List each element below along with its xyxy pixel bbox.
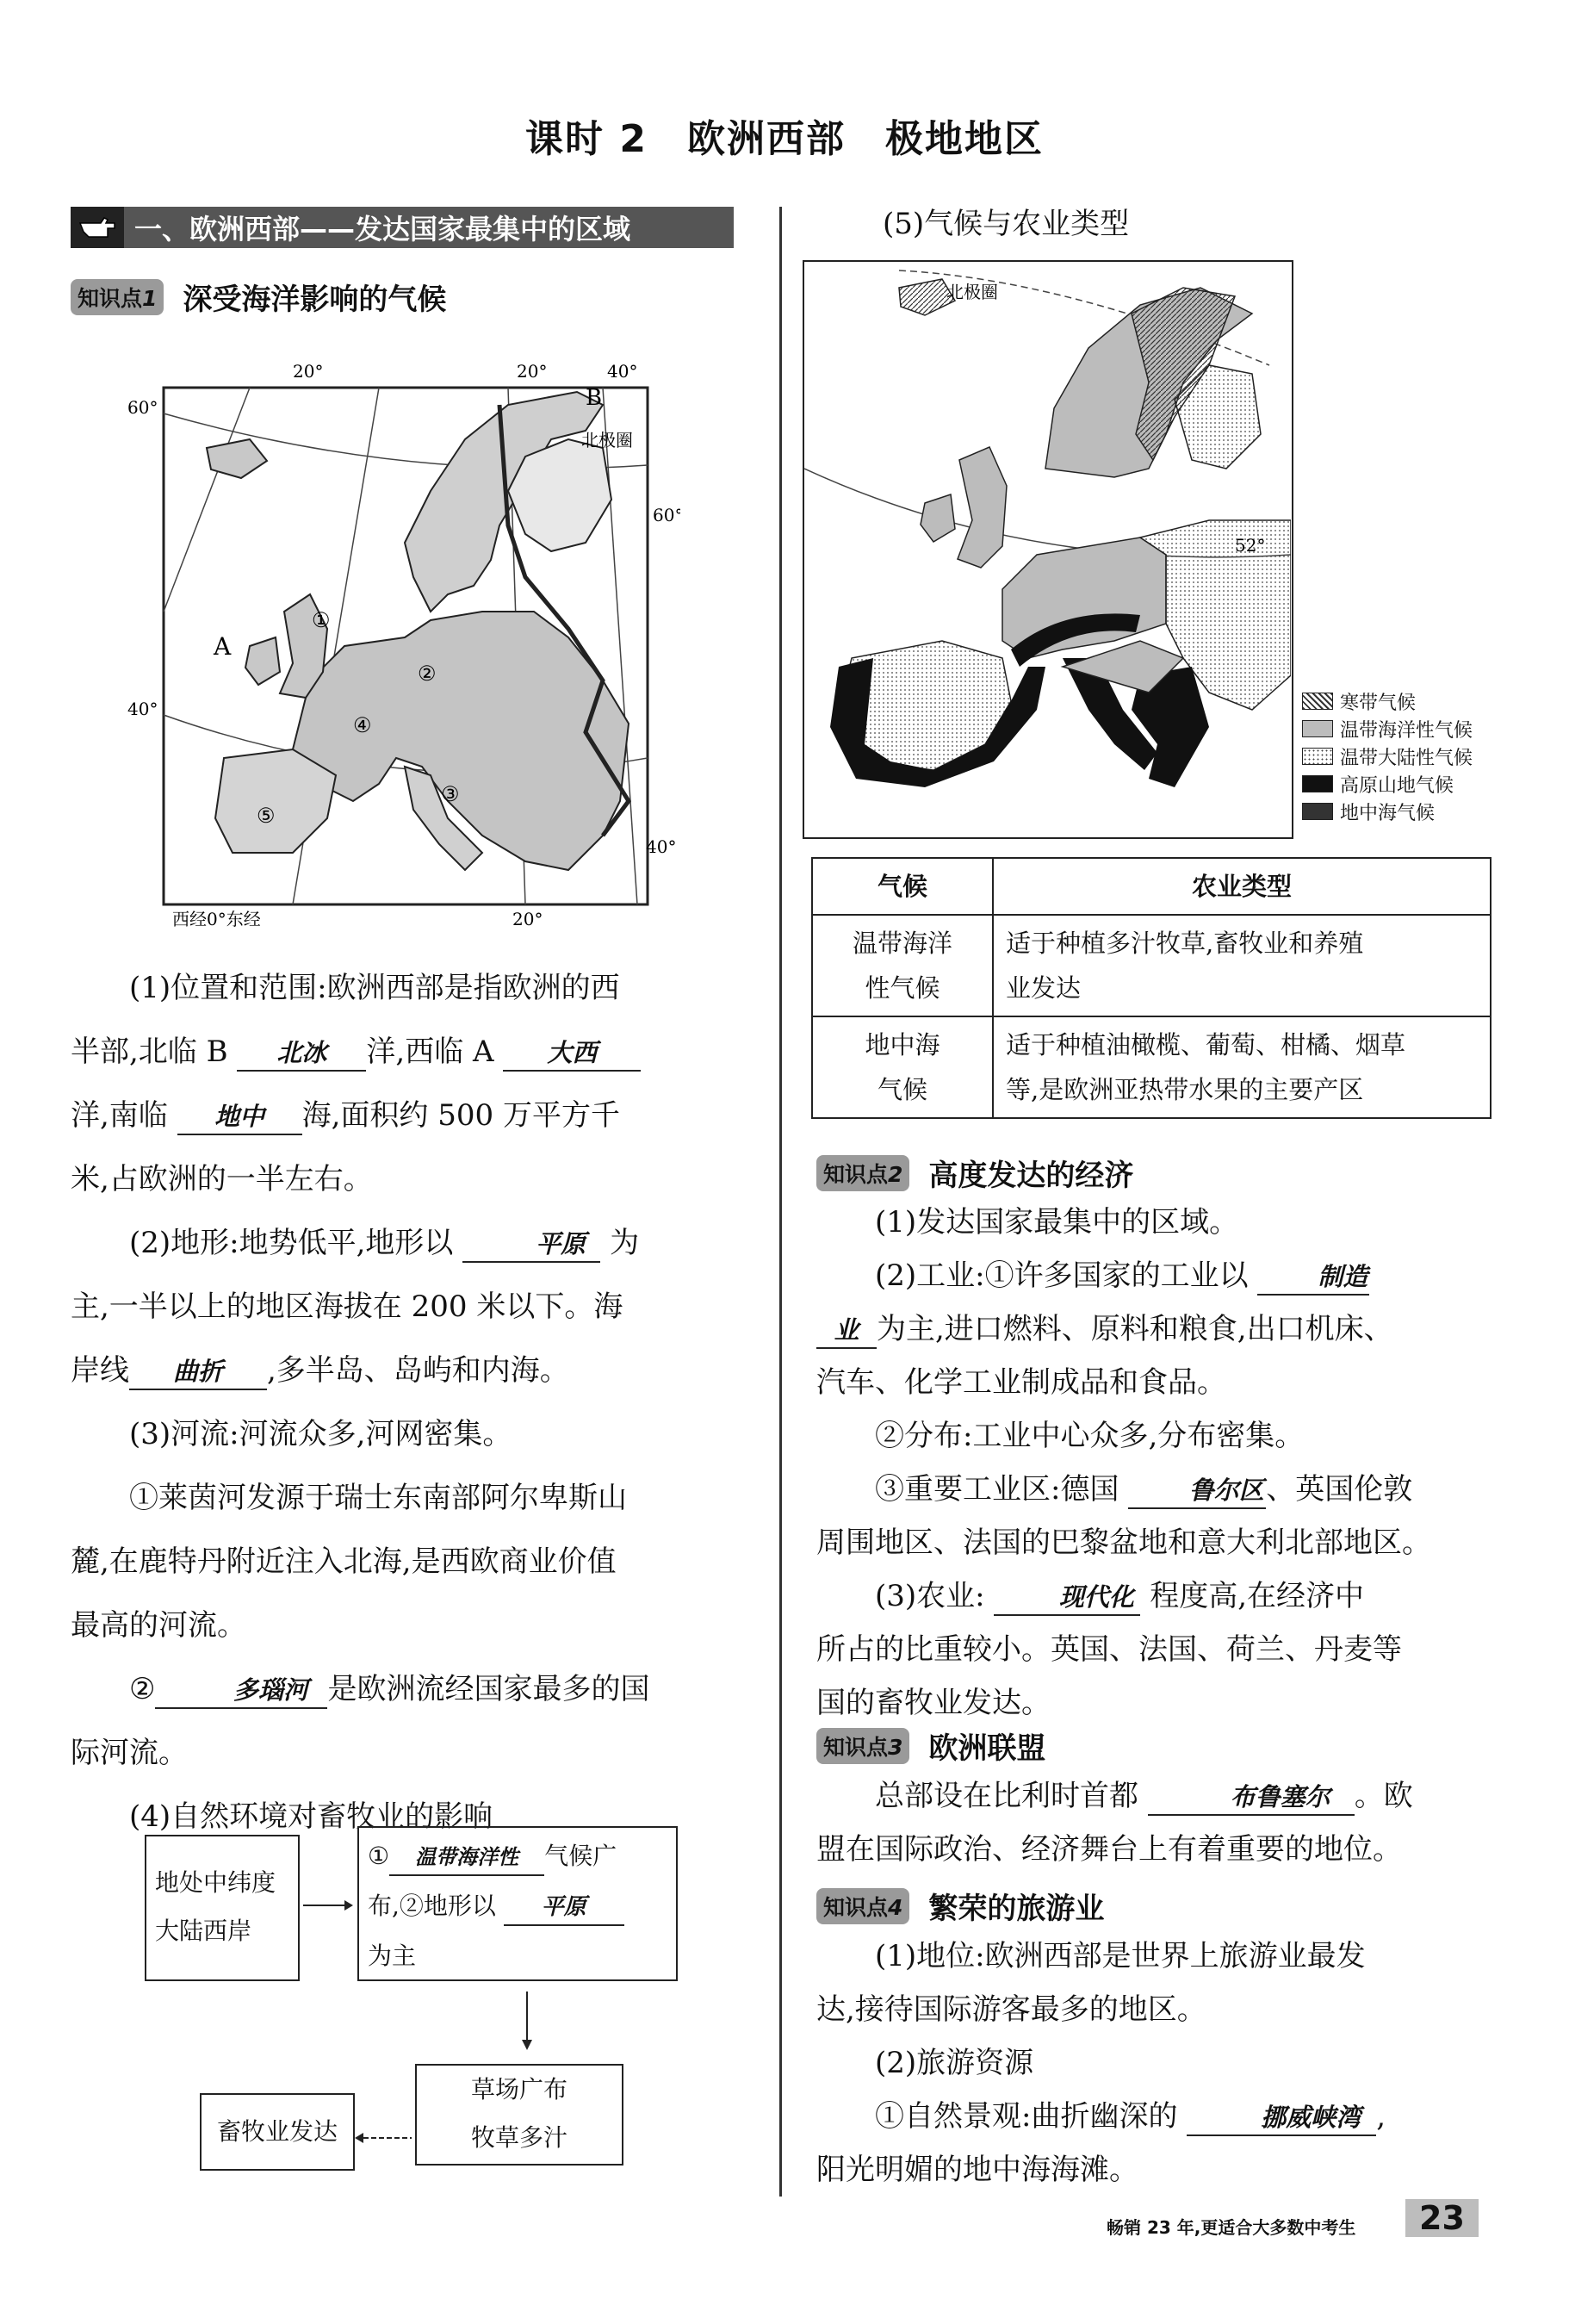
marker-3: ③: [441, 782, 460, 806]
kp-title: 深受海洋影响的气候: [183, 283, 447, 317]
arctic-circle-label: 北极圈: [581, 430, 633, 451]
table-row: [812, 915, 1491, 1016]
arrow-right-icon: [303, 1895, 355, 1916]
pointing-hand-icon: [71, 207, 124, 248]
arrow-left-icon: [353, 2128, 413, 2148]
kp-badge: 知识点3: [816, 1728, 909, 1764]
left-column-text: (1)位置和范围:欧洲西部是指欧洲的西 半部,北临 B 北冰 洋,西临 A 大西 洋,南临 地中 海,面积约 500 万平方千 米,占欧洲的一半左右。 (2)地形:地势低平,地形以 平原 为 主,一半以上的地区海拔在 200 米以下。海 岸线 曲折 ,多半岛、岛屿和内海。 (3)河流:河流众多,河网密集。 ①莱茵河发源于瑞士东南部阿尔卑斯山 麓,在鹿特丹附近注入北海,是西欧商业价值 最高的河流。 ② 多瑙河 是欧洲流经国家最多的国 际河流。 (4)自然环境对畜牧业的影响: [71, 971, 650, 1834]
column-divider: [779, 207, 782, 2197]
table-row: [812, 1016, 1491, 1118]
blank-quzhe: 曲折: [129, 1354, 267, 1390]
table-header: 农业类型: [993, 858, 1491, 915]
table-header: 气候: [812, 858, 993, 915]
kp1-heading: [71, 276, 446, 318]
legend-swatch: [1302, 803, 1333, 820]
table-cell: 地中海 气候: [812, 1016, 993, 1118]
footer-slogan: 畅销 23 年,更适合大多数中考生: [1107, 2217, 1356, 2238]
lat-40-right: 40°: [646, 836, 677, 857]
climate-agriculture-table: [811, 857, 1491, 1119]
tourism-text: (1)地位:欧洲西部是世界上旅游业最发 达,接待国际游客最多的地区。 (2)旅游资源 ①自然景观:曲折幽深的 挪威峡湾 , 阳光明媚的地中海海滩。: [816, 1939, 1386, 2187]
table-cell: 温带海洋 性气候: [812, 915, 993, 1016]
legend-item-oceanic: 温带海洋性气候: [1302, 715, 1473, 743]
kp-badge: 知识点1: [71, 279, 164, 315]
flow-box-grassland: 草场广布 牧草多汁: [415, 2064, 623, 2166]
marker-2: ②: [418, 662, 437, 686]
map2-arctic-label: 北极圈: [946, 282, 998, 302]
blank-pingyuan: 平原: [462, 1227, 600, 1263]
kp-title: 高度发达的经济: [928, 1159, 1134, 1193]
climate-map: [803, 260, 1293, 839]
kp-badge: 知识点2: [816, 1155, 909, 1191]
blank-zhizao: 制造: [1257, 1259, 1369, 1296]
blank-pingyuan2: 平原: [504, 1890, 624, 1926]
legend-item-continental: 温带大陆性气候: [1302, 743, 1473, 770]
legend-swatch: [1302, 693, 1333, 710]
marker-1: ①: [312, 608, 331, 632]
page-number: 23: [1405, 2199, 1479, 2237]
blank-wendai: 温带海洋性: [389, 1840, 544, 1876]
legend-swatch: [1302, 748, 1333, 765]
blank-duonao: 多瑙河: [155, 1673, 327, 1709]
lon-20-top-left: 20°: [293, 361, 324, 382]
flow-box-location: 地处中纬度 大陆西岸: [145, 1835, 300, 1981]
label-a: A: [214, 632, 232, 661]
label-b: B: [586, 385, 603, 411]
lon-40-top: 40°: [607, 361, 638, 382]
marker-4: ④: [353, 713, 372, 737]
kp-badge: 知识点4: [816, 1888, 909, 1924]
legend-item-highland: 高原山地气候: [1302, 770, 1473, 798]
legend-item-mediterranean: 地中海气候: [1302, 798, 1473, 825]
blank-ye: 业: [816, 1313, 877, 1349]
kp3-heading: [816, 1724, 1045, 1767]
map-legend: [1299, 686, 1476, 827]
kp-title: 欧洲联盟: [928, 1731, 1046, 1766]
blank-beibing: 北冰: [237, 1035, 366, 1072]
kp2-heading: [816, 1152, 1133, 1194]
map2-lat-label: 52°: [1235, 535, 1266, 556]
table-header-row: [812, 858, 1491, 915]
subsection-5-title: (5)气候与农业类型: [883, 207, 1130, 241]
lon-20-top-right: 20°: [517, 361, 548, 382]
blank-daxi: 大西: [503, 1035, 641, 1072]
table-cell: 适于种植油橄榄、葡萄、柑橘、烟草 等,是欧洲亚热带水果的主要产区: [993, 1016, 1491, 1118]
lat-60-left: 60°: [127, 397, 158, 418]
legend-swatch: [1302, 775, 1333, 792]
blank-dizhong: 地中: [177, 1099, 302, 1135]
blank-bulu: 布鲁塞尔: [1148, 1780, 1355, 1816]
flow-box-climate: ① 温带海洋性 气候广 布,②地形以 平原 为主: [357, 1826, 678, 1981]
legend-item-cold: 寒带气候: [1302, 687, 1473, 715]
europe-map: [121, 353, 680, 939]
map-bottom-label: 西经0°东经: [172, 909, 261, 929]
flow-box-livestock: 畜牧业发达: [200, 2093, 355, 2171]
legend-swatch: [1302, 720, 1333, 737]
page-title: 课时 2 欧洲西部 极地地区: [525, 117, 1044, 161]
blank-nuowei: 挪威峡湾: [1187, 2100, 1376, 2136]
eu-text: 总部设在比利时首都 布鲁塞尔 。欧 盟在国际政治、经济舞台上有着重要的地位。: [816, 1779, 1413, 1867]
lon-20-bottom: 20°: [512, 909, 543, 929]
arrow-down-icon: [517, 1992, 537, 2052]
section-header: [71, 207, 734, 248]
section-title: 一、欧洲西部——发达国家最集中的区域: [134, 213, 631, 245]
kp-title: 繁荣的旅游业: [928, 1892, 1105, 1926]
economy-text: (1)发达国家最集中的区域。 (2)工业:①许多国家的工业以 制造 业 为主,进口燃料、原料和粮食,出口机床、 汽车、化学工业制成品和食品。 ②分布:工业中心众多,分布密集。 ③重要工业区:德国 鲁尔区、英国伦敦 周围地区、法国的巴黎盆地和意大利北部地区。 (3)农业: 现代化 程度高,在经济中 所占的比重较小。英国、法国、荷兰、丹麦等 国的畜牧业发达。: [816, 1205, 1431, 1720]
marker-5: ⑤: [257, 804, 276, 828]
lat-60-right: 60°: [653, 505, 680, 525]
blank-luer: 鲁尔区: [1128, 1473, 1266, 1509]
lat-40-left: 40°: [127, 699, 158, 719]
kp4-heading: [816, 1885, 1104, 1927]
table-cell: 适于种植多汁牧草,畜牧业和养殖 业发达: [993, 915, 1491, 1016]
blank-xiandai: 现代化: [994, 1580, 1140, 1616]
